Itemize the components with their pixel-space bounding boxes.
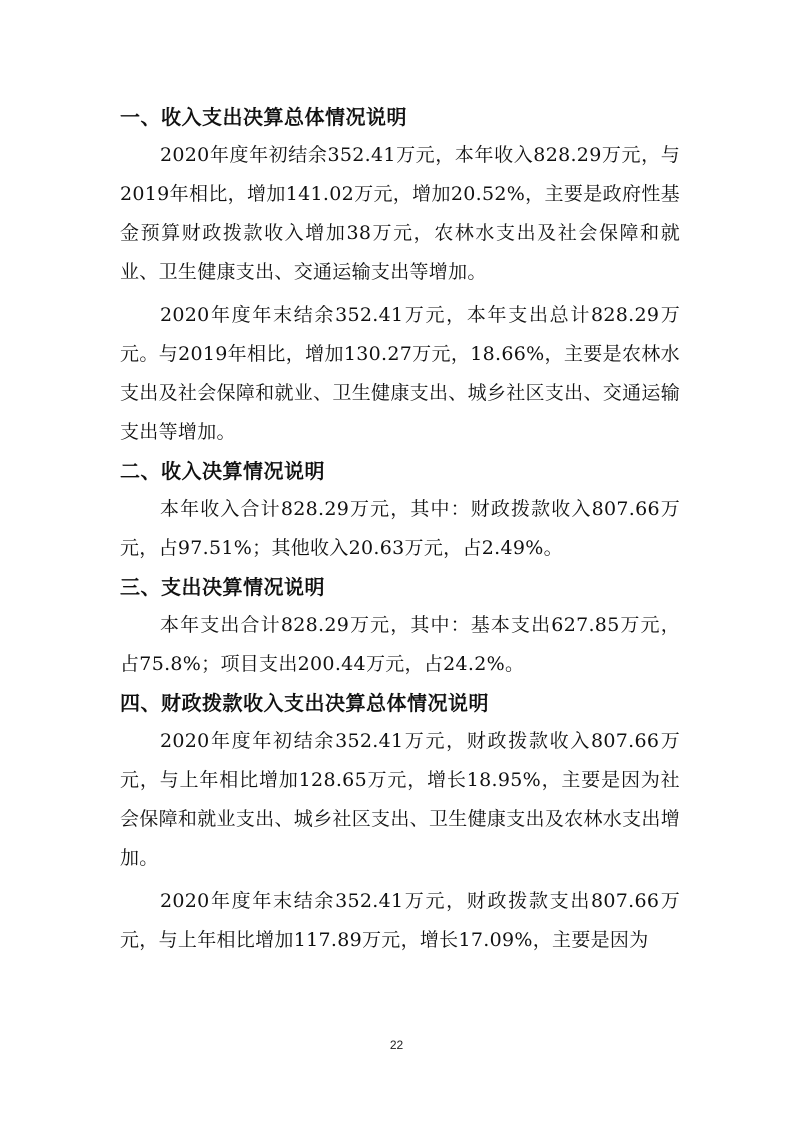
paragraph: 2020年度年初结余352.41万元，财政拨款收入807.66万元，与上年相比增加128.65万元，增长18.95%，主要是因为社会保障和就业支出、城乡社区支出、卫生健康支出及农林水支出增加。 (120, 730, 680, 869)
section-expenditure-statement (120, 568, 680, 684)
section-fiscal-appropriation-overview (120, 684, 680, 960)
paragraph: 2020年度年末结余352.41万元，财政拨款支出807.66万元，与上年相比增加117.89万元，增长17.09%，主要是因为 (120, 890, 680, 951)
section-heading: 四、财政拨款收入支出决算总体情况说明 (120, 691, 489, 715)
section-heading: 二、收入决算情况说明 (120, 459, 325, 483)
paragraph: 2020年度年初结余352.41万元，本年收入828.29万元，与2019年相比，增加141.02万元，增加20.52%，主要是政府性基金预算财政拨款收入增加38万元，农林水支出及社会保障和就业、卫生健康支出、交通运输支出等增加。 (120, 144, 680, 283)
section-heading: 一、收入支出决算总体情况说明 (120, 105, 407, 129)
paragraph: 本年收入合计828.29万元，其中：财政拨款收入807.66万元，占97.51%；其他收入20.63万元，占2.49%。 (120, 498, 680, 559)
page-number: 22 (389, 1038, 404, 1052)
section-income-statement (120, 452, 680, 568)
paragraph: 2020年度年末结余352.41万元，本年支出总计828.29万元。与2019年相比，增加130.27万元，18.66%，主要是农林水支出及社会保障和就业、卫生健康支出、城乡社区支出、交通运输支出等增加。 (120, 304, 680, 443)
document-body (120, 98, 680, 960)
paragraph: 本年支出合计828.29万元，其中：基本支出627.85万元，占75.8%；项目支出200.44万元，占24.2%。 (120, 614, 680, 675)
section-heading: 三、支出决算情况说明 (120, 575, 325, 599)
section-income-expenditure-overview (120, 98, 680, 452)
